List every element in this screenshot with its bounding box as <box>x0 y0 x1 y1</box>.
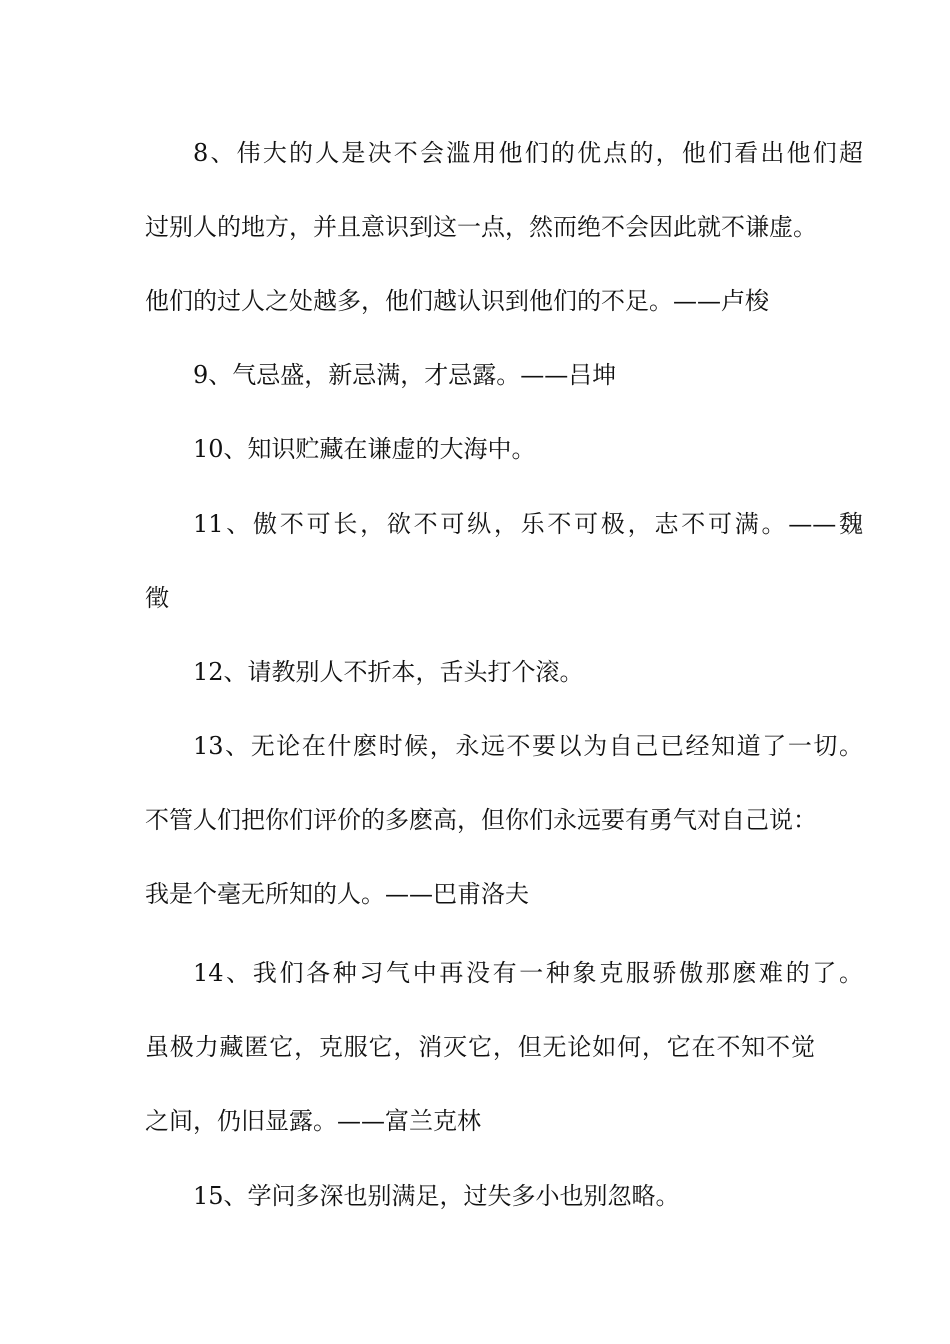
quote-8-line-1: 8、伟大的人是决不会滥用他们的优点的，他们看出他们超 <box>193 139 863 167</box>
quote-13-line-1: 13、无论在什麽时候，永远不要以为自己已经知道了一切。 <box>193 732 863 760</box>
quote-14-line-2: 虽极力藏匿它，克服它，消灭它，但无论如何，它在不知不觉 <box>145 1033 815 1061</box>
quote-10: 10、知识贮藏在谦虚的大海中。 <box>193 435 536 463</box>
quote-11-line-2: 徵 <box>145 584 169 612</box>
quote-11-line-1: 11、傲不可长，欲不可纵，乐不可极，志不可满。——魏 <box>193 510 863 538</box>
quote-15: 15、学问多深也别满足，过失多小也别忽略。 <box>193 1182 680 1210</box>
quote-13-line-2: 不管人们把你们评价的多麽高，但你们永远要有勇气对自己说： <box>145 806 817 834</box>
quote-14-line-1: 14、我们各种习气中再没有一种象克服骄傲那麽难的了。 <box>193 959 863 987</box>
quote-8-line-3: 他们的过人之处越多，他们越认识到他们的不足。——卢梭 <box>145 287 769 315</box>
quote-9: 9、气忌盛，新忌满，才忌露。——吕坤 <box>193 361 617 389</box>
quote-14-line-3: 之间，仍旧显露。——富兰克林 <box>145 1107 481 1135</box>
quote-13-line-3: 我是个毫无所知的人。——巴甫洛夫 <box>145 880 529 908</box>
quote-8-line-2: 过别人的地方，并且意识到这一点，然而绝不会因此就不谦虚。 <box>145 213 817 241</box>
quote-12: 12、请教别人不折本，舌头打个滚。 <box>193 658 584 686</box>
